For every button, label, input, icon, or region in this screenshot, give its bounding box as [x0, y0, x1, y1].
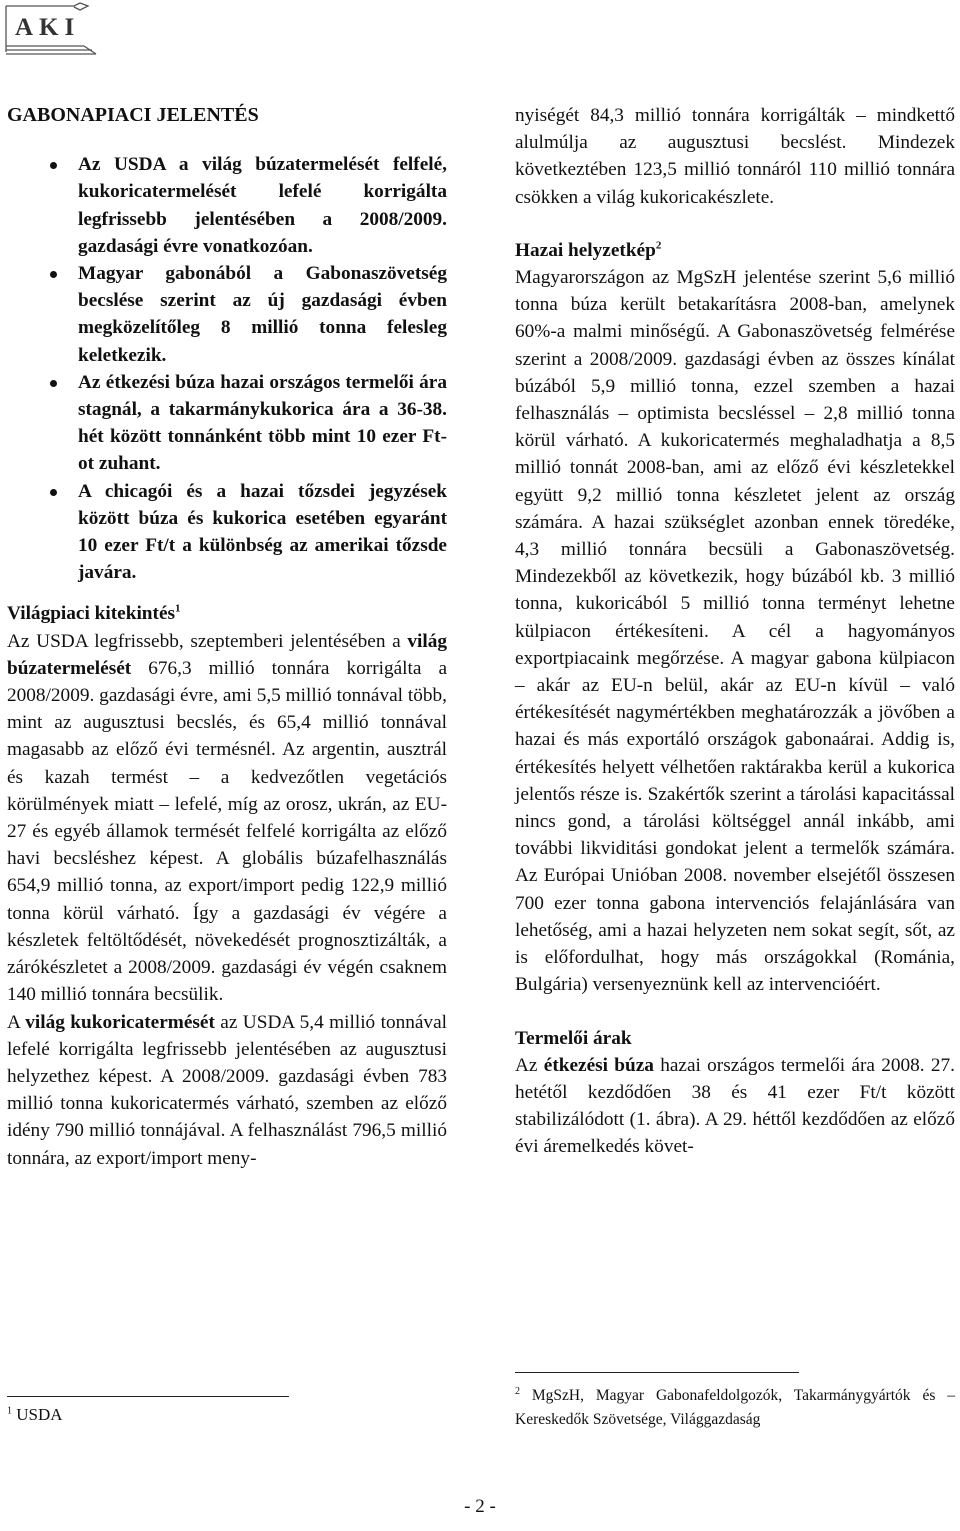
- spacer: [515, 211, 955, 237]
- text: Az: [515, 1054, 544, 1076]
- right-column: [515, 102, 955, 1161]
- report-title: GABONAPIACI JELENTÉS: [7, 104, 259, 126]
- footnote-number: 2: [515, 1386, 520, 1397]
- text: hazai országos termelői ára 2008. 27. hetétől kezdődően 38 és 41 ezer Ft/t között stabilizálódott (1. ábra). A 29. héttől kezdődően az előző évi áremelkedés követ-: [515, 1054, 956, 1158]
- paragraph-corn: [7, 1009, 447, 1172]
- footnote-rule: [515, 1372, 799, 1373]
- paragraph-continued: nyiségét 84,3 millió tonnára korrigálták – mindkettő alulmúlja az augusztusi becslést. Mindezek következtében 123,5 millió tonnáról 110 millió tonnára csökken a világ kukoricakészlete.: [515, 105, 955, 208]
- logo-text: AKI: [15, 14, 81, 41]
- text: Az USDA legfrissebb, szeptemberi jelentésében a: [7, 630, 408, 652]
- text: 676,3 millió tonnára korrigálta a 2008/2009. gazdasági évre, ami 5,5 millió tonnával több, mint az augusztusi becslés, és 65,4 millió tonnával magasabb az előző évi termésnél. Az argentin, ausztrál és kazah termést – a kedvezőtlen vegetációs körülmények miatt – lefelé, míg az orosz, ukrán, az EU-27 és egyéb államok termését felfelé korrigálta az előző havi becsléshez képest. A globális búzafelhasználás 654,9 millió tonna, az export/import pedig 122,9 millió tonna körül várható. Így a gazdasági év végére a készletek feltöltődését, növekedését prognosztizálták, a zárókészletet a 2008/2009. gazdasági év végén csaknem 140 millió tonnára becsülik.: [7, 657, 447, 1006]
- footnote-rule: [7, 1396, 289, 1397]
- heading-text: Hazai helyzetkép: [515, 239, 656, 261]
- footnote-ref: 1: [175, 603, 181, 616]
- paragraph-wheat: [7, 628, 447, 1009]
- footnote-ref: 2: [655, 239, 662, 252]
- footnote-1: [7, 1405, 63, 1425]
- summary-bullet: A chicagói és a hazai tőzsdei jegyzések között búza és kukorica esetében egyaránt 10 ezer Ft/t a különbség az amerikai tőzsde javára.: [78, 478, 447, 587]
- summary-bullet: Az USDA a világ búzatermelését felfelé, kukoricatermelését lefelé korrigálta legfrissebb jelentésében a 2008/2009. gazdasági évre vonatkozóan.: [78, 151, 447, 260]
- bold-text: étkezési búza: [543, 1054, 654, 1076]
- section-heading-domestic: [515, 237, 955, 264]
- paragraph-domestic: Magyarországon az MgSzH jelentése szerint 5,6 millió tonna búza került betakarításra 2008-ban, amelynek 60%-a malmi minőségű. A Gabonaszövetség felmérése szerint a 2008/2009. gazdasági évben az összes kínálat búzából 5,9 millió tonna, ezzel szemben a hazai felhasználás – optimista becsléssel – 2,8 millió tonna körül várható. A kukoricatermés meghaladhatja a 8,5 millió tonnát 2008-ban, ami az előző évi készletekkel együtt 9,2 millió tonna készletet jelent az ország számára. A hazai szükséglet azonban ennek töredéke, 4,3 millió tonnára becsüli a Gabonaszövetség. Mindezekből az következik, hogy búzából kb. 3 millió tonna, kukoricából 5 millió tonna terményt lehetne külpiacon értékesíteni. A cél a hagyományos exportpiacaink megőrzése. A magyar gabona külpiacon – akár az EU-n belül, akár az EU-n kívül – való értékesítését nagymértékben meghatározzák a jövőben a hazai és más exportáló országok gabonaárai. Addig is, értékesítés helyett vélhetően raktárakba kerül a kukorica jelentős része is. Szakértők szerint a tárolási kapacitással nincs gond, a tárolási költséggel annál inkább, ami további likviditási gondokat jelent a termelők számára. Az Európai Unióban 2008. november elsejétől összesen 700 ezer tonna gabona intervenciós felajánlására van lehetőség, ami a hazai helyzeten nem sokat segít, sőt, az is előfordulhat, hogy más országokkal (Románia, Bulgária) versenyeznünk kell az intervencióért.: [515, 267, 955, 996]
- bold-text: világ kukoricatermését: [25, 1011, 215, 1033]
- bold-text: világ búzatermelését: [7, 630, 447, 679]
- heading-text: Világpiaci kitekintés: [7, 603, 176, 625]
- aki-logo: [4, 2, 104, 58]
- footnote-text: MgSzH, Magyar Gabonafeldolgozók, Takarmánygyártók és –Kereskedők Szövetsége, Világgazdaság: [515, 1387, 955, 1429]
- paragraph-prices: [515, 1052, 955, 1161]
- footnote-2: [515, 1380, 955, 1432]
- spacer: [515, 999, 955, 1025]
- footnote-text: USDA: [12, 1405, 63, 1424]
- footnote-number: 1: [7, 1405, 12, 1417]
- section-heading-producer-prices: Termelői árak: [515, 1027, 632, 1049]
- summary-bullet: Az étkezési búza hazai országos termelői ára stagnál, a takarmánykukorica ára a 36-38. hét között tonnánként több mint 10 ezer Ft-ot zuhant.: [78, 369, 447, 478]
- text: A: [7, 1011, 26, 1033]
- summary-bullet: Magyar gabonából a Gabonaszövetség becslése szerint az új gazdasági évben megközelítőleg 8 millió tonna felesleg keletkezik.: [78, 260, 447, 369]
- left-column: [7, 102, 447, 1172]
- summary-bullets: [7, 151, 447, 586]
- section-heading-world-market: [7, 600, 447, 627]
- page-number: - 2 -: [464, 1496, 496, 1517]
- text: az USDA 5,4 millió tonnával lefelé korrigálta legfrissebb jelentésében az augusztusi helyzethez képest. A 2008/2009. gazdasági évben 783 millió tonna kukoricatermés várható, szemben az előző idény 790 millió tonnájával. A felhasználást 796,5 millió tonnára, az export/import meny-: [7, 1011, 447, 1169]
